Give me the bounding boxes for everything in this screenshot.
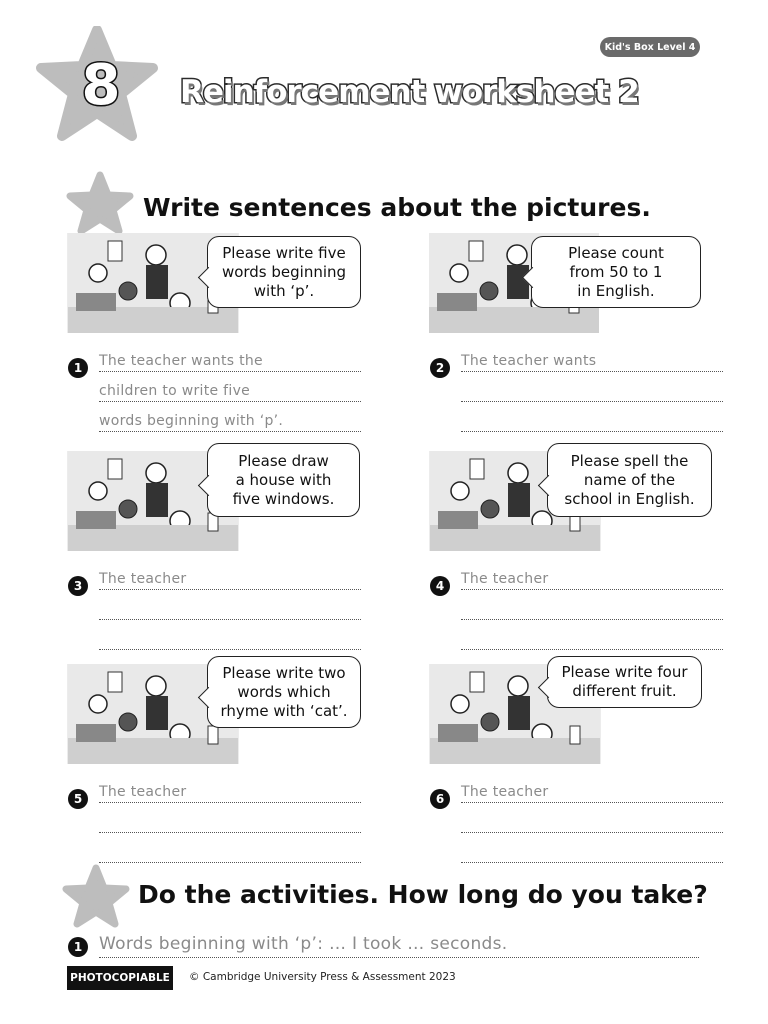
answer-line[interactable] [99,589,361,590]
answer-text: The teacher [461,784,549,800]
answer-line[interactable] [461,802,723,803]
page-title: Reinforcement worksheet 2 [180,74,639,110]
answer-line[interactable] [461,401,723,402]
item-number: 4 [430,576,450,596]
speech-bubble [207,443,360,517]
speech-bubble-line: from 50 to 1 [569,262,663,281]
answer-line[interactable] [461,619,723,620]
speech-bubble [531,236,701,308]
speech-bubble [207,236,361,308]
answer-text: The teacher [461,571,549,587]
speech-bubble-line: Please draw [238,451,329,470]
speech-bubble-line: in English. [577,281,655,300]
speech-bubble [207,656,361,728]
answer-text: The teacher wants [461,353,597,369]
answer-line[interactable] [99,431,361,432]
photocopiable-badge: PHOTOCOPIABLE [67,966,173,990]
section-star-icon [62,864,130,928]
speech-bubble-line: Please spell the [570,451,689,470]
speech-bubble-line: words beginning [221,262,347,281]
activity-number: 1 [68,937,88,957]
item-number: 2 [430,358,450,378]
speech-bubble-line: Please write two [222,663,346,682]
speech-bubble-line: a house with [235,470,332,489]
answer-line[interactable] [461,431,723,432]
answer-line[interactable] [99,862,361,863]
speech-bubble-line: five windows. [232,489,335,508]
answer-line[interactable] [99,371,361,372]
copyright-text: © Cambridge University Press & Assessment 2023 [189,971,456,983]
answer-line[interactable] [99,649,361,650]
answer-line[interactable] [99,802,361,803]
item-number: 3 [68,576,88,596]
answer-line[interactable] [461,862,723,863]
speech-bubble-line: words which [237,682,331,701]
answer-text: The teacher [99,571,187,587]
speech-bubble-line: with ‘p’. [253,281,315,300]
answer-line [99,957,699,958]
section2-instruction: Do the activities. How long do you take? [138,880,708,909]
speech-bubble-line: Please write four [561,663,688,681]
section1-instruction: Write sentences about the pictures. [143,193,651,222]
speech-bubble-line: name of the [583,470,676,489]
answer-line[interactable] [99,832,361,833]
answer-line[interactable] [99,619,361,620]
speech-bubble-line: school in English. [564,489,695,508]
speech-bubble [547,656,702,708]
section-star-icon [66,171,134,235]
answer-text: The teacher [99,784,187,800]
level-badge: Kid's Box Level 4 [600,37,700,57]
item-number: 5 [68,789,88,809]
answer-line[interactable] [461,832,723,833]
answer-line[interactable] [461,371,723,372]
answer-line[interactable] [461,589,723,590]
activity-text: Words beginning with ‘p’: … I took … seconds. [99,934,508,954]
speech-bubble-line: Please count [568,243,664,262]
speech-bubble-line: rhyme with ‘cat’. [220,701,348,720]
item-number: 1 [68,358,88,378]
speech-bubble-line: Please write five [222,243,346,262]
unit-number: 8 [81,52,121,118]
speech-bubble [547,443,712,517]
answer-text: children to write five [99,383,251,399]
answer-text: words beginning with ‘p’. [99,413,284,429]
answer-text: The teacher wants the [99,353,263,369]
item-number: 6 [430,789,450,809]
answer-line[interactable] [99,401,361,402]
answer-line[interactable] [461,649,723,650]
speech-bubble-line: different fruit. [572,682,677,700]
